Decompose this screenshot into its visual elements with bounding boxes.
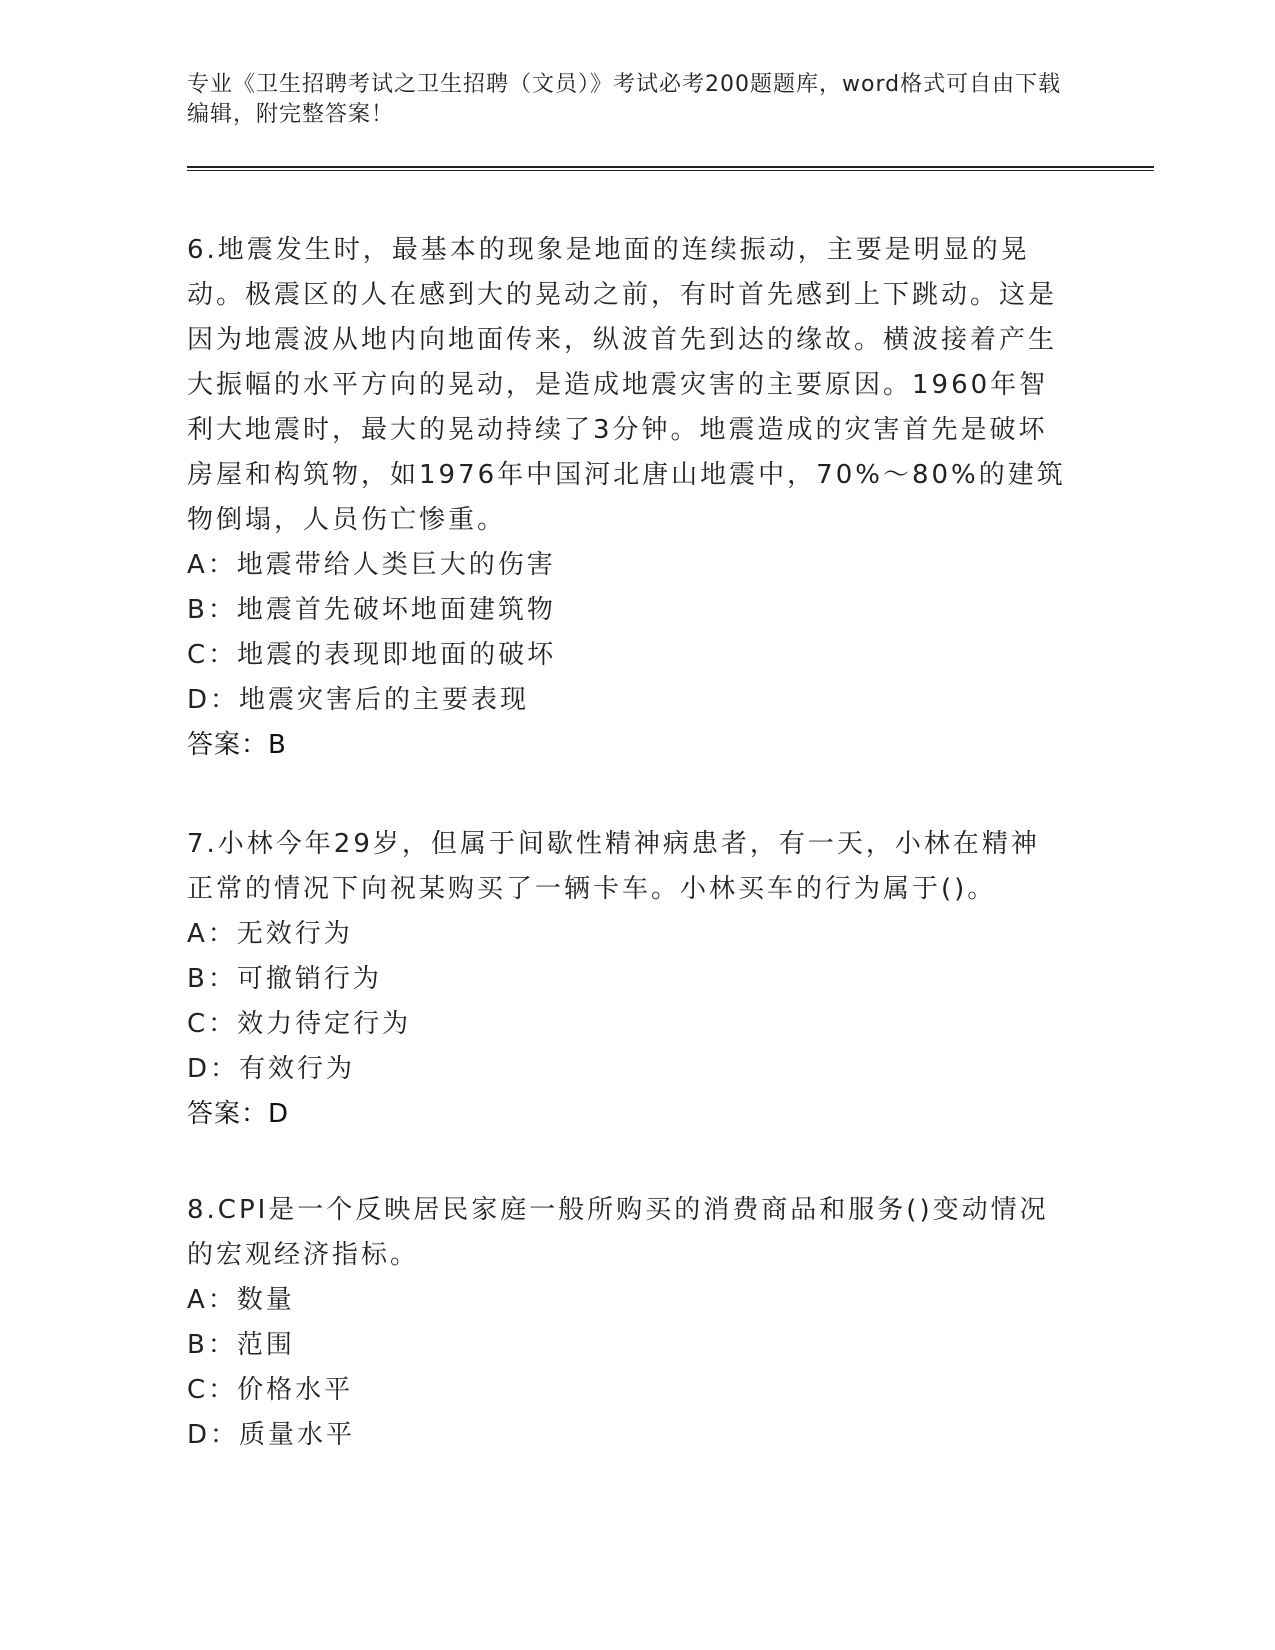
option-d: D：地震灾害后的主要表现 [187,685,530,715]
option-c: C：地震的表现即地面的破坏 [187,640,557,670]
option-d: D：质量水平 [187,1420,356,1450]
header-divider [187,166,1154,171]
answer: 答案：D [187,1099,290,1129]
option-a: A：无效行为 [187,919,353,949]
document-header: 专业《卫生招聘考试之卫生招聘（文员）》考试必考200题题库，word格式可自由下载编辑，附完整答案！ [187,72,1062,127]
answer: 答案：B [187,730,287,760]
option-b: B：可撤销行为 [187,964,382,994]
option-b: B：地震首先破坏地面建筑物 [187,595,556,625]
document-page [187,70,1107,171]
option-a: A：数量 [187,1285,295,1315]
question-stem: 6.地震发生时，最基本的现象是地面的连续振动，主要是明显的晃动。极震区的人在感到大的晃动之前，有时首先感到上下跳动。这是因为地震波从地内向地面传来，纵波首先到达的缘故。横波接着产生大振幅的水平方向的晃动，是造成地震灾害的主要原因。1960年智利大地震时，最大的晃动持续了3分钟。地震造成的灾害首先是破坏房屋和构筑物，如1976年中国河北唐山地震中，70%～80%的建筑物倒塌，人员伤亡惨重。 [187,235,1066,535]
option-d: D：有效行为 [187,1054,356,1084]
question-8 [187,1188,1067,1458]
question-stem: 8.CPI是一个反映居民家庭一般所购买的消费商品和服务()变动情况的宏观经济指标。 [187,1195,1049,1270]
option-c: C：效力待定行为 [187,1009,412,1039]
option-a: A：地震带给人类巨大的伤害 [187,550,556,580]
question-6 [187,228,1067,768]
option-b: B：范围 [187,1330,295,1360]
question-stem: 7.小林今年29岁，但属于间歇性精神病患者，有一天，小林在精神正常的情况下向祝某购买了一辆卡车。小林买车的行为属于()。 [187,829,1040,904]
option-c: C：价格水平 [187,1375,354,1405]
question-7 [187,822,1067,1137]
